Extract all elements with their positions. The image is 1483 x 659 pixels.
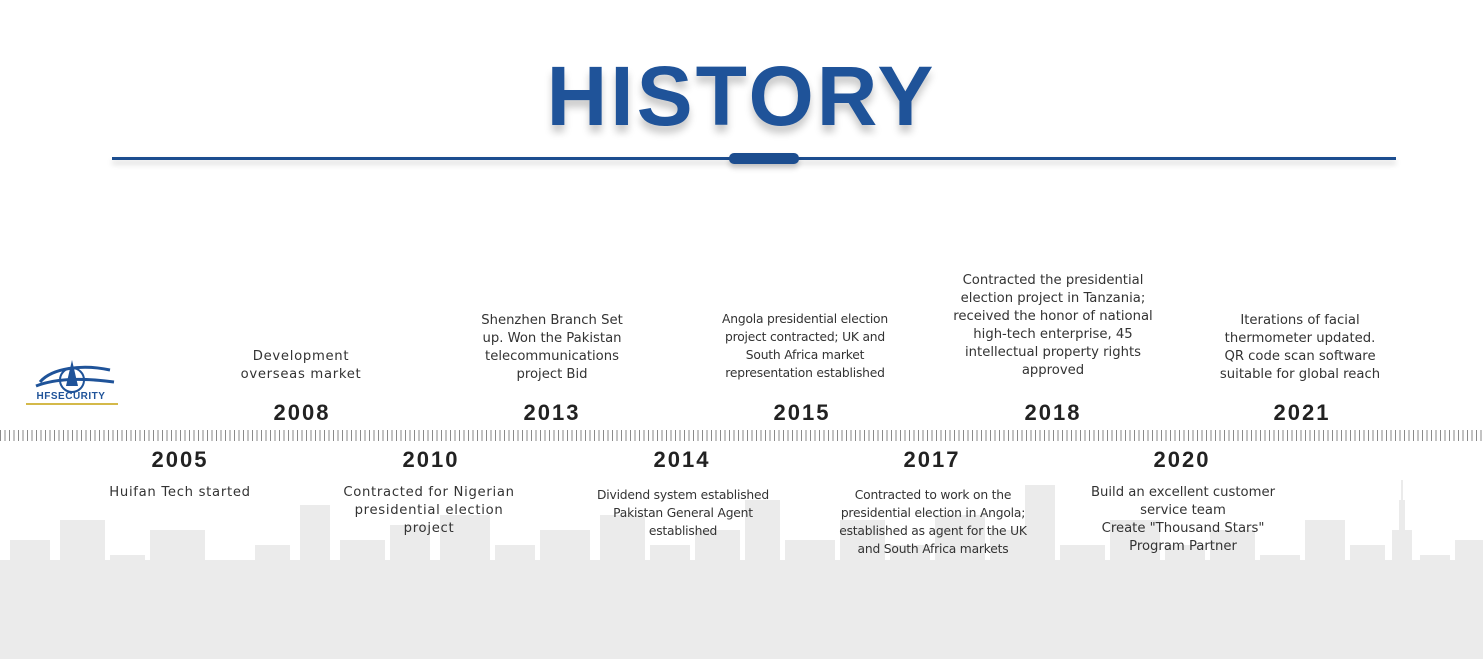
- event-2017-description: Contracted to work on the presidential election in Angola; established as agent for the UK and South Africa markets: [839, 488, 1027, 556]
- event-2018-description: Contracted the presidential election project in Tanzania; received the honor of national high-tech enterprise, 45 intellectual property rights approved: [953, 273, 1153, 378]
- year-2018-label: 2018: [1024, 400, 1082, 425]
- year-2014-label: 2014: [653, 447, 711, 472]
- event-2005-description: Huifan Tech started: [109, 485, 251, 500]
- event-2014-description: Dividend system established Pakistan General Agent established: [597, 488, 769, 538]
- event-2015-description: Angola presidential election project contracted; UK and South Africa market representation established: [722, 312, 888, 380]
- year-2017-label: 2017: [903, 447, 961, 472]
- year-2008-label: 2008: [273, 400, 331, 425]
- event-2010-description: Contracted for Nigerian presidential election project: [343, 485, 515, 536]
- page-title: HISTORY: [546, 49, 937, 143]
- year-2021-label: 2021: [1273, 400, 1331, 425]
- event-2008-description: Development overseas market: [240, 349, 362, 382]
- timeline-axis: [0, 430, 1483, 441]
- year-2020-label: 2020: [1153, 447, 1211, 472]
- logo-wordmark: HFSECURITY: [36, 391, 106, 402]
- year-2013-label: 2013: [523, 400, 581, 425]
- year-2005-label: 2005: [151, 447, 209, 472]
- event-2013-description: Shenzhen Branch Set up. Won the Pakistan telecommunications project Bid: [481, 313, 623, 382]
- year-2010-label: 2010: [402, 447, 460, 472]
- event-2021-description: Iterations of facial thermometer updated. QR code scan software suitable for global reach: [1219, 313, 1381, 382]
- year-2015-label: 2015: [773, 400, 831, 425]
- title-underline-accent: [729, 153, 799, 164]
- event-2020-description: Build an excellent customer service team Create "Thousand Stars" Program Partner: [1090, 485, 1275, 554]
